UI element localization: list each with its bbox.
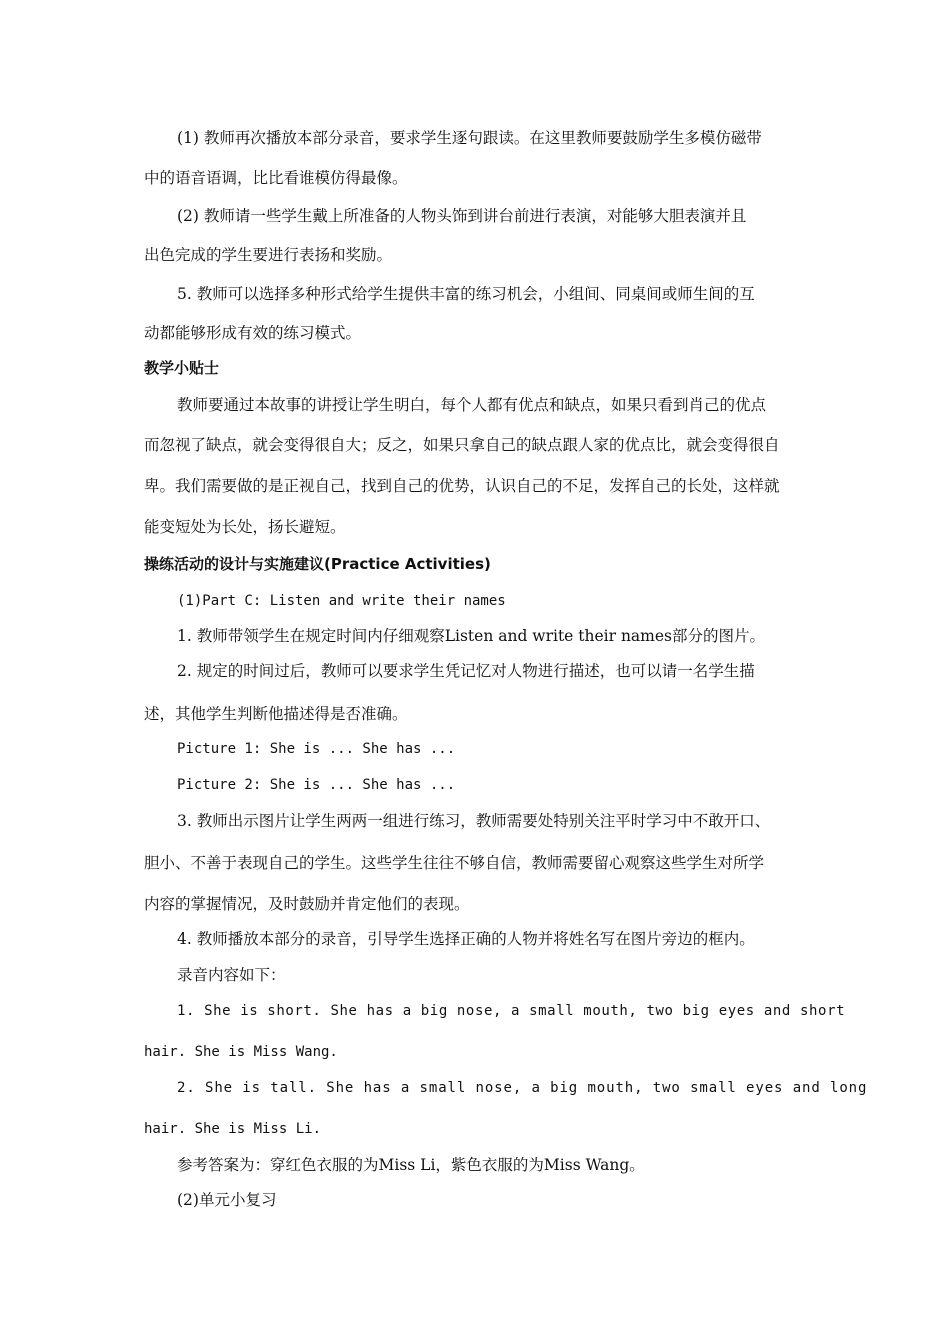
paragraph-line: 1. She is short. She has a big nose, a small mouth, two big eyes and short <box>177 1003 846 1019</box>
paragraph-line: 3. 教师出示图片让学生两两一组进行练习，教师需要处特别关注平时学习中不敢开口、 <box>177 812 771 830</box>
paragraph-line: hair. She is Miss Wang. <box>144 1044 338 1060</box>
paragraph-line: 胆小、不善于表现自己的学生。这些学生往往不够自信，教师需要留心观察这些学生对所学 <box>144 854 765 872</box>
paragraph-line: 2. She is tall. She has a small nose, a big mouth, two small eyes and long <box>177 1080 868 1096</box>
paragraph-line: 1. 教师带领学生在规定时间内仔细观察Listen and write their names部分的图片。 <box>177 627 765 645</box>
paragraph-line: 5. 教师可以选择多种形式给学生提供丰富的练习机会，小组间、同桌间或师生间的互 <box>177 285 755 303</box>
paragraph-line: 4. 教师播放本部分的录音，引导学生选择正确的人物并将姓名写在图片旁边的框内。 <box>177 930 755 948</box>
section-heading: 教学小贴士 <box>144 359 220 377</box>
paragraph-line: 教师要通过本故事的讲授让学生明白，每个人都有优点和缺点，如果只看到肖己的优点 <box>177 396 767 414</box>
paragraph-line: (1)Part C: Listen and write their names <box>177 593 506 609</box>
paragraph-line: (2)单元小复习 <box>177 1191 277 1209</box>
paragraph-line: (2) 教师请一些学生戴上所准备的人物头饰到讲台前进行表演，对能够大胆表演并且 <box>177 207 747 225</box>
paragraph-line: 述，其他学生判断他描述得是否准确。 <box>144 705 408 723</box>
paragraph-line: 内容的掌握情况，及时鼓励并肯定他们的表现。 <box>144 895 470 913</box>
paragraph-line: Picture 2: She is ... She has ... <box>177 777 456 793</box>
paragraph-line: 动都能够形成有效的练习模式。 <box>144 324 362 342</box>
paragraph-line: 而忽视了缺点，就会变得很自大；反之，如果只拿自己的缺点跟人家的优点比，就会变得很自 <box>144 436 780 454</box>
paragraph-line: 出色完成的学生要进行表扬和奖励。 <box>144 246 393 264</box>
paragraph-line: 卑。我们需要做的是正视自己，找到自己的优势，认识自己的不足，发挥自己的长处，这样就 <box>144 477 780 495</box>
paragraph-line: 能变短处为长处，扬长避短。 <box>144 518 346 536</box>
paragraph-line: Picture 1: She is ... She has ... <box>177 741 456 757</box>
paragraph-line: 2. 规定的时间过后，教师可以要求学生凭记忆对人物进行描述，也可以请一名学生描 <box>177 662 755 680</box>
paragraph-line: hair. She is Miss Li. <box>144 1121 322 1137</box>
paragraph-line: 中的语音语调，比比看谁模仿得最像。 <box>144 169 408 187</box>
paragraph-line: 录音内容如下： <box>177 966 286 984</box>
section-heading: 操练活动的设计与实施建议(Practice Activities) <box>144 555 491 573</box>
paragraph-line: 参考答案为：穿红色衣服的为Miss Li，紫色衣服的为Miss Wang。 <box>177 1156 645 1174</box>
paragraph-line: (1) 教师再次播放本部分录音，要求学生逐句跟读。在这里教师要鼓励学生多模仿磁带 <box>177 129 762 147</box>
